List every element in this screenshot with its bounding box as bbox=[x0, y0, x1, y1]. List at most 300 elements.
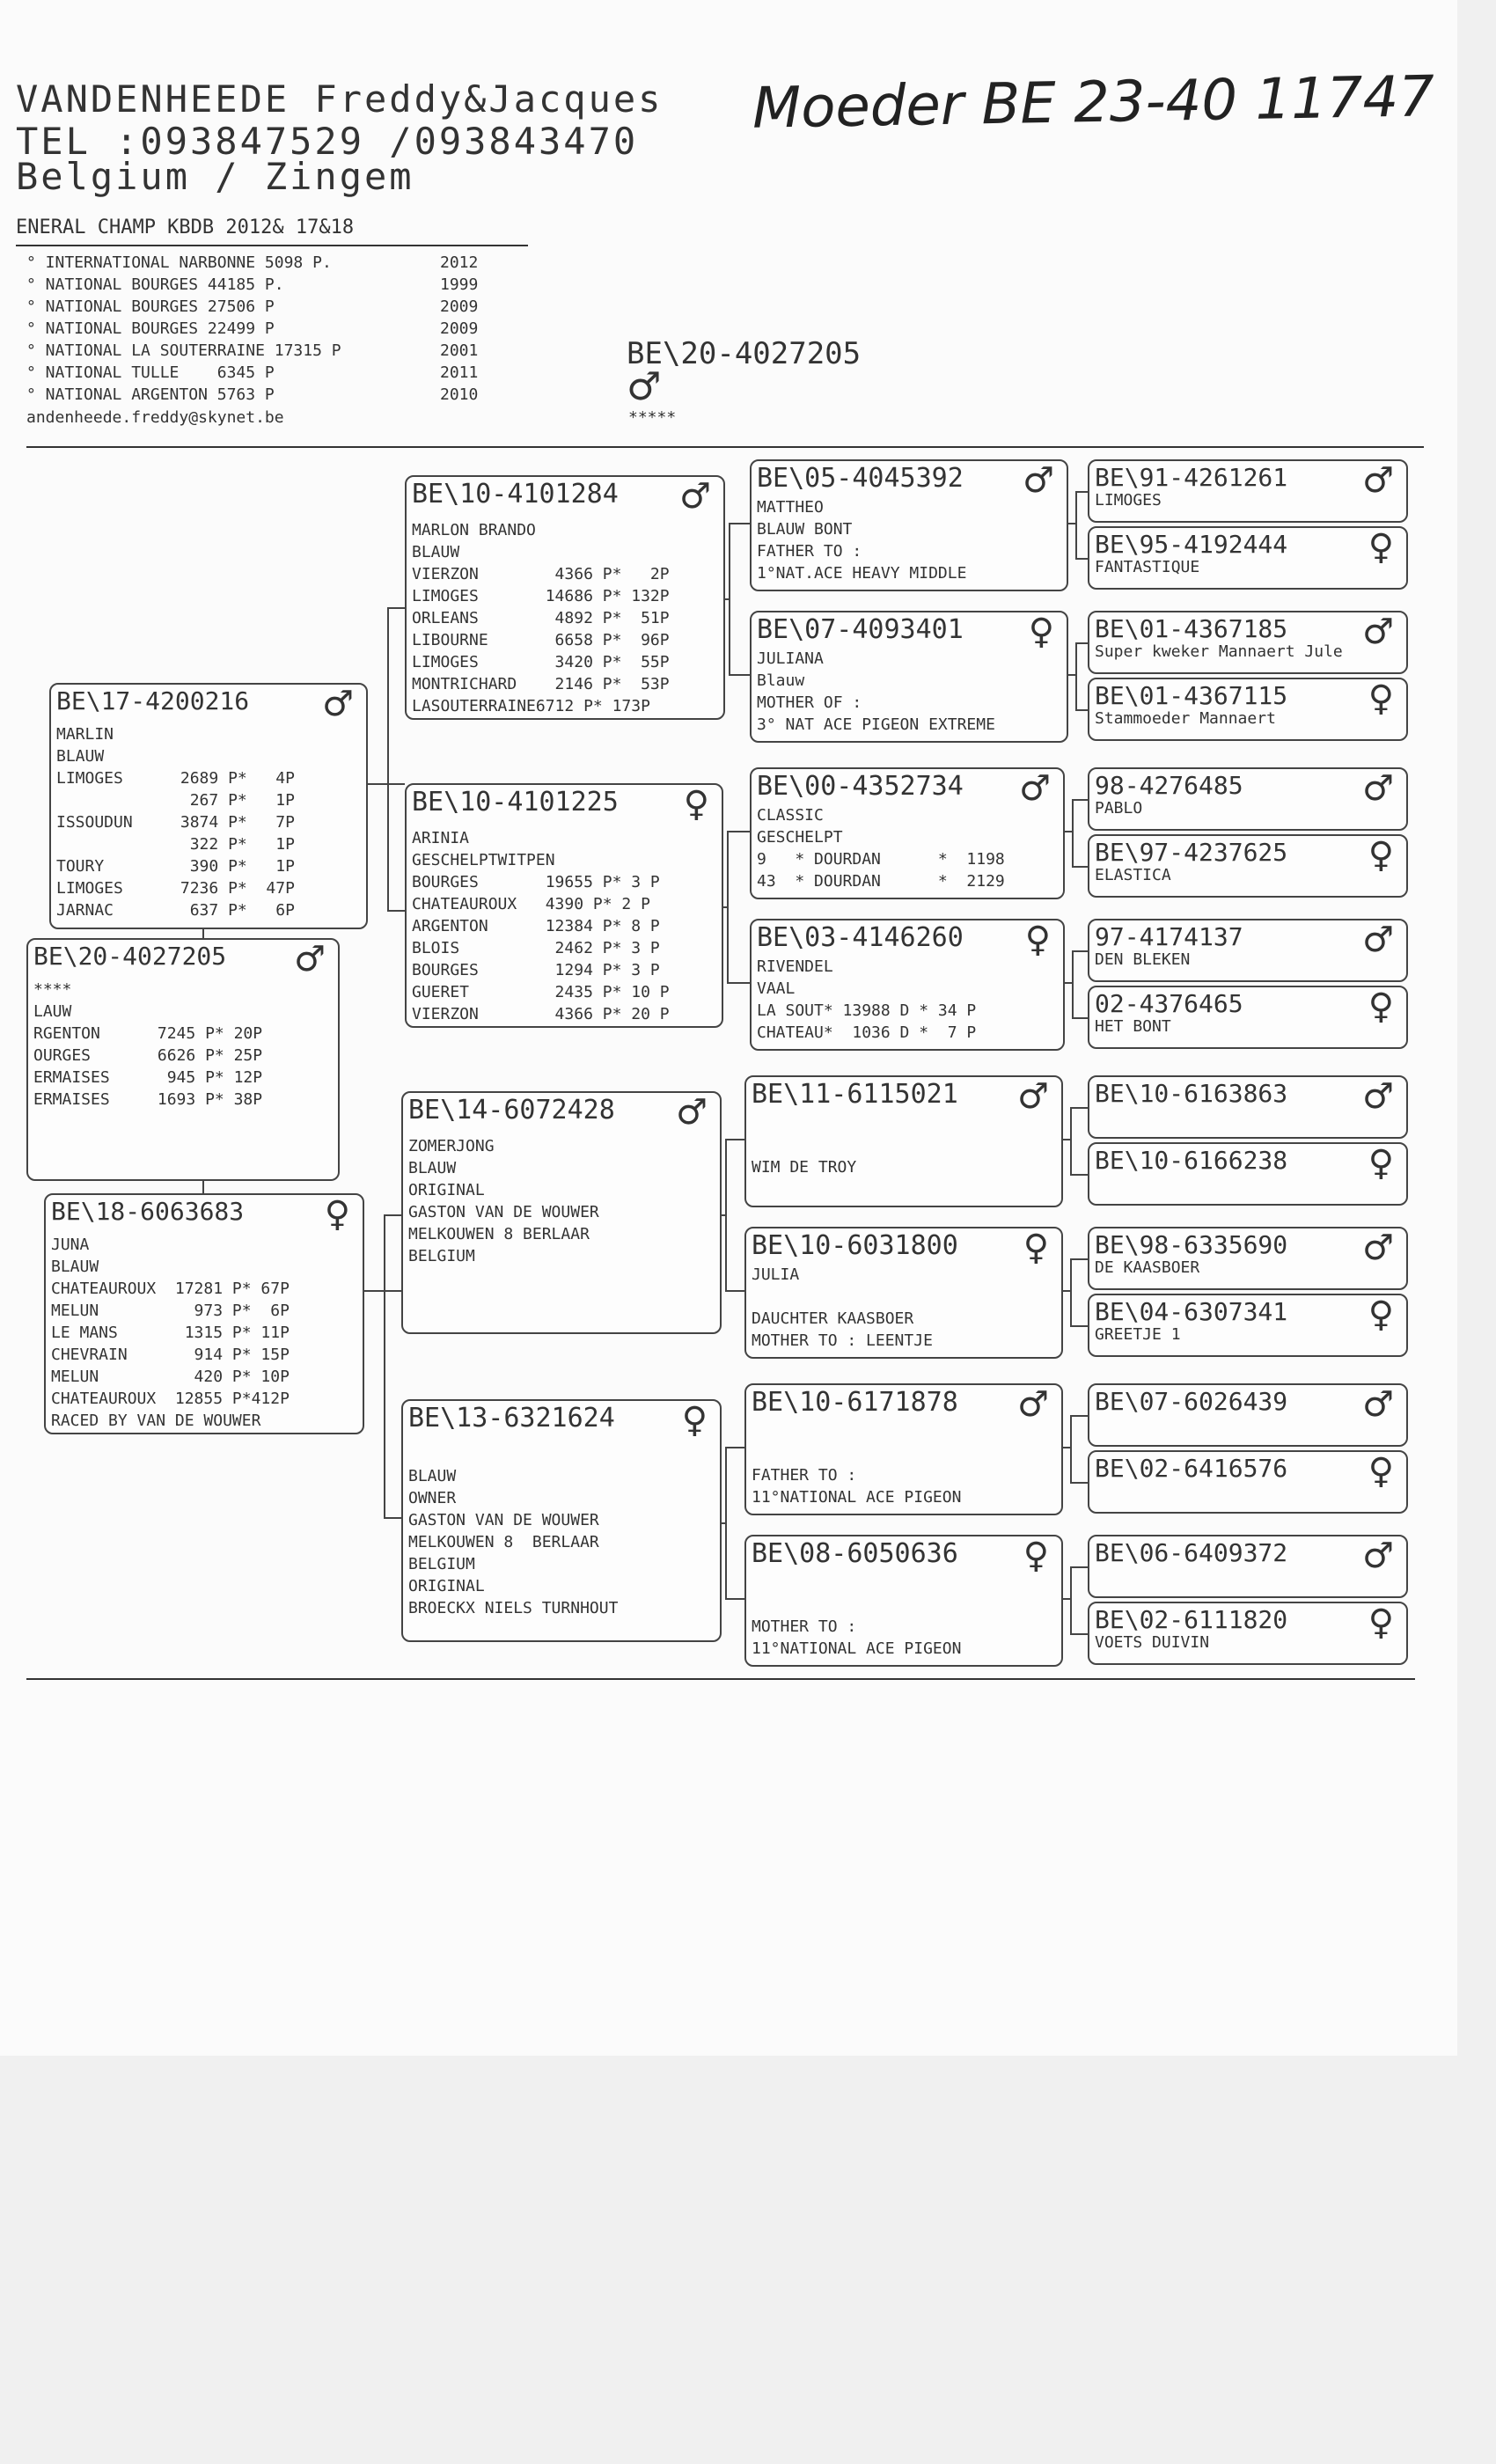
info-line: MOTHER TO : bbox=[752, 1617, 857, 1636]
ring-number: 97-4174137 bbox=[1095, 922, 1243, 951]
info-lines bbox=[1095, 1105, 1401, 1127]
info-line: JULIANA bbox=[757, 649, 824, 668]
info-line: **** bbox=[33, 980, 72, 999]
connector-line bbox=[1075, 642, 1088, 644]
connector-line bbox=[729, 674, 750, 676]
pigeon-card-g3-7 bbox=[744, 1535, 1063, 1667]
ring-number: BE\01-4367185 bbox=[1095, 614, 1288, 643]
connector-line bbox=[1070, 1325, 1088, 1327]
male-symbol-icon: ♂ bbox=[1023, 460, 1054, 501]
pigeon-name bbox=[1095, 1172, 1401, 1194]
male-symbol-icon: ♂ bbox=[1362, 460, 1394, 501]
pigeon-name: VOETS DUIVIN bbox=[1095, 1633, 1210, 1652]
female-symbol-icon: ♀ bbox=[1368, 678, 1394, 719]
female-symbol-icon: ♀ bbox=[1023, 1536, 1049, 1576]
connector-line bbox=[1072, 866, 1088, 868]
info-lines bbox=[757, 648, 1061, 736]
info-line: CLASSIC bbox=[757, 806, 824, 825]
pigeon-card-g4-10 bbox=[1088, 1227, 1408, 1290]
top-divider bbox=[26, 446, 1424, 448]
info-lines bbox=[752, 1264, 1056, 1352]
connector-line bbox=[384, 1214, 385, 1519]
info-line: WIM DE TROY bbox=[752, 1158, 857, 1177]
info-line: MELKOUWEN 8 BERLAAR bbox=[408, 1225, 590, 1243]
connector-line bbox=[384, 1214, 401, 1216]
info-line: ARGENTON 12384 P* 8 P bbox=[412, 917, 660, 935]
pigeon-card-g3-0 bbox=[750, 459, 1068, 591]
info-line: CHATEAUROUX 17281 P* 67P bbox=[51, 1280, 290, 1298]
female-symbol-icon: ♀ bbox=[683, 784, 709, 825]
breeder-phone: TEL :093847529 /093843470 bbox=[16, 120, 639, 163]
info-line: LIMOGES 7236 P* 47P bbox=[56, 879, 295, 898]
info-lines bbox=[752, 1572, 1056, 1660]
ring-number: BE\11-6115021 bbox=[752, 1079, 958, 1110]
ring-number: BE\91-4261261 bbox=[1095, 463, 1288, 492]
pigeon-name bbox=[1095, 1105, 1401, 1127]
info-line: CHATEAUROUX 4390 P* 2 P bbox=[412, 895, 650, 913]
ring-number: BE\10-4101284 bbox=[412, 479, 619, 510]
info-lines bbox=[408, 1135, 715, 1267]
male-symbol-icon: ♂ bbox=[1019, 768, 1051, 809]
info-line: LAUW bbox=[33, 1002, 72, 1021]
pigeon-card-g4-2 bbox=[1088, 611, 1408, 674]
ring-number: BE\98-6335690 bbox=[1095, 1230, 1288, 1259]
connector-line bbox=[1070, 1482, 1088, 1484]
info-lines bbox=[1095, 797, 1401, 819]
connector-line bbox=[725, 1290, 744, 1292]
pigeon-card-g4-4 bbox=[1088, 767, 1408, 831]
info-lines bbox=[412, 519, 718, 717]
info-line: 11°NATIONAL ACE PIGEON bbox=[752, 1639, 962, 1658]
male-symbol-icon: ♂ bbox=[322, 684, 354, 724]
connector-line bbox=[725, 1447, 744, 1448]
connector-line bbox=[387, 607, 405, 609]
info-line: BLAUW bbox=[408, 1467, 457, 1485]
info-lines bbox=[1095, 1324, 1401, 1346]
pigeon-card-g4-8 bbox=[1088, 1075, 1408, 1139]
pigeon-card-sire bbox=[49, 683, 368, 929]
info-line: 11°NATIONAL ACE PIGEON bbox=[752, 1488, 962, 1507]
connector-line bbox=[368, 783, 405, 785]
info-line: BELGIUM bbox=[408, 1555, 475, 1573]
pigeon-card-sd bbox=[405, 783, 723, 1028]
info-lines bbox=[757, 804, 1058, 892]
connector-line bbox=[1075, 642, 1077, 709]
pigeon-card-g4-3 bbox=[1088, 678, 1408, 741]
pigeon-card-dam bbox=[44, 1193, 364, 1434]
pigeon-card-g4-11 bbox=[1088, 1294, 1408, 1357]
connector-line bbox=[727, 831, 750, 832]
pigeon-name: PABLO bbox=[1095, 799, 1143, 818]
info-lines bbox=[1095, 641, 1401, 663]
info-line: 322 P* 1P bbox=[56, 835, 295, 854]
pigeon-name: HET BONT bbox=[1095, 1017, 1171, 1036]
result-year: 2012 bbox=[440, 253, 479, 272]
info-line: TOURY 390 P* 1P bbox=[56, 857, 295, 876]
connector-line bbox=[725, 1139, 727, 1290]
pigeon-name bbox=[1095, 1413, 1401, 1435]
ring-number: BE\08-6050636 bbox=[752, 1538, 958, 1569]
male-symbol-icon: ♂ bbox=[627, 364, 662, 409]
info-line bbox=[752, 1286, 1056, 1308]
male-symbol-icon: ♂ bbox=[676, 1092, 708, 1133]
connector-line bbox=[202, 929, 204, 938]
header-underline bbox=[16, 245, 528, 246]
result-line: ° INTERNATIONAL NARBONNE 5098 P. bbox=[26, 253, 332, 272]
info-line: JULIA bbox=[752, 1265, 800, 1284]
info-lines bbox=[51, 1234, 357, 1432]
info-line: RACED BY VAN DE WOUWER bbox=[51, 1412, 261, 1430]
connector-line bbox=[1063, 1447, 1070, 1448]
info-line: BROECKX NIELS TURNHOUT bbox=[408, 1599, 619, 1617]
pigeon-name: GREETJE 1 bbox=[1095, 1325, 1181, 1344]
subject-stars: ***** bbox=[628, 408, 677, 427]
info-line: JARNAC 637 P* 6P bbox=[56, 901, 295, 920]
info-line: Blauw bbox=[757, 671, 805, 690]
result-line: ° NATIONAL BOURGES 22499 P bbox=[26, 319, 275, 338]
info-line: GASTON VAN DE WOUWER bbox=[408, 1511, 599, 1529]
ring-number: 02-4376465 bbox=[1095, 989, 1243, 1018]
pigeon-card-g3-4 bbox=[744, 1075, 1063, 1207]
info-line: MATTHEO bbox=[757, 498, 824, 517]
info-line: VIERZON 4366 P* 2P bbox=[412, 565, 670, 583]
info-line: FATHER TO : bbox=[752, 1466, 857, 1485]
info-line: BOURGES 19655 P* 3 P bbox=[412, 873, 660, 891]
info-line: LE MANS 1315 P* 11P bbox=[51, 1324, 290, 1342]
breeder-name: VANDENHEEDE Freddy&Jacques bbox=[16, 77, 664, 121]
info-line: MELKOUWEN 8 BERLAAR bbox=[408, 1533, 599, 1551]
result-year: 2009 bbox=[440, 297, 479, 316]
info-line: GESCHELPT bbox=[757, 828, 843, 847]
female-symbol-icon: ♀ bbox=[1368, 527, 1394, 568]
pigeon-name: Stammoeder Mannaert bbox=[1095, 709, 1276, 728]
info-line: BLAUW bbox=[51, 1258, 99, 1276]
pigeon-name: Super kweker Mannaert Jule bbox=[1095, 642, 1343, 661]
male-symbol-icon: ♂ bbox=[1362, 1076, 1394, 1117]
connector-line bbox=[1070, 1174, 1088, 1176]
info-line: CHATEAUROUX 12855 P*412P bbox=[51, 1390, 290, 1408]
pigeon-card-g4-1 bbox=[1088, 526, 1408, 590]
info-line bbox=[408, 1443, 715, 1465]
pigeon-card-g3-5 bbox=[744, 1227, 1063, 1359]
info-line: BOURGES 1294 P* 3 P bbox=[412, 961, 660, 979]
info-lines bbox=[1095, 556, 1401, 578]
ring-number: BE\05-4045392 bbox=[757, 463, 964, 494]
info-line: GESCHELPTWITPEN bbox=[412, 851, 555, 869]
ring-number: BE\14-6072428 bbox=[408, 1095, 615, 1126]
connector-line bbox=[1070, 1107, 1072, 1174]
female-symbol-icon: ♀ bbox=[1368, 1451, 1394, 1492]
info-lines bbox=[1095, 949, 1401, 971]
ring-number: BE\18-6063683 bbox=[51, 1197, 245, 1226]
connector-line bbox=[1075, 491, 1088, 493]
info-line: JUNA bbox=[51, 1236, 90, 1254]
pigeon-name bbox=[1095, 1565, 1401, 1587]
ring-number: BE\04-6307341 bbox=[1095, 1297, 1288, 1326]
info-lines bbox=[1095, 1016, 1401, 1038]
connector-line bbox=[1070, 1566, 1072, 1633]
connector-line bbox=[1068, 674, 1075, 676]
pigeon-card-g4-6 bbox=[1088, 919, 1408, 982]
pigeon-name: DE KAASBOER bbox=[1095, 1258, 1200, 1277]
info-line: ARINIA bbox=[412, 829, 470, 847]
pigeon-card-g4-0 bbox=[1088, 459, 1408, 523]
pigeon-card-ss bbox=[405, 475, 725, 720]
male-symbol-icon: ♂ bbox=[1362, 1384, 1394, 1425]
info-line: RIVENDEL bbox=[757, 957, 833, 976]
connector-line bbox=[727, 982, 750, 984]
female-symbol-icon: ♀ bbox=[1028, 612, 1054, 652]
pigeon-card-g4-5 bbox=[1088, 834, 1408, 898]
ring-number: BE\17-4200216 bbox=[56, 686, 250, 715]
info-line: GASTON VAN DE WOUWER bbox=[408, 1203, 599, 1221]
info-line: MOTHER TO : LEENTJE bbox=[752, 1331, 933, 1350]
info-line bbox=[752, 1112, 1056, 1134]
info-line: BLAUW BONT bbox=[757, 520, 853, 539]
connector-line bbox=[1065, 831, 1072, 832]
info-line: 267 P* 1P bbox=[56, 791, 295, 810]
info-line: LIMOGES 2689 P* 4P bbox=[56, 769, 295, 788]
info-lines bbox=[752, 1112, 1056, 1200]
info-lines bbox=[757, 496, 1061, 584]
info-line: 43 * DOURDAN * 2129 bbox=[757, 872, 1005, 891]
info-line bbox=[752, 1178, 1056, 1200]
pigeon-card-g4-13 bbox=[1088, 1450, 1408, 1514]
breeder-email: andenheede.freddy@skynet.be bbox=[26, 408, 284, 427]
info-line: OWNER bbox=[408, 1489, 457, 1507]
male-symbol-icon: ♂ bbox=[1017, 1384, 1049, 1425]
info-lines bbox=[757, 956, 1058, 1044]
result-year: 2001 bbox=[440, 341, 479, 360]
info-line: ORLEANS 4892 P* 51P bbox=[412, 609, 670, 627]
bottom-divider bbox=[26, 1678, 1415, 1680]
connector-line bbox=[729, 523, 730, 674]
pigeon-card-g3-2 bbox=[750, 767, 1065, 899]
info-lines bbox=[1095, 1172, 1401, 1194]
connector-line bbox=[1075, 491, 1077, 558]
info-line: LIMOGES 14686 P* 132P bbox=[412, 587, 670, 605]
connector-line bbox=[725, 1447, 727, 1598]
info-lines bbox=[1095, 864, 1401, 886]
ring-number: BE\95-4192444 bbox=[1095, 530, 1288, 559]
pigeon-card-g4-14 bbox=[1088, 1535, 1408, 1598]
info-line: BLOIS 2462 P* 3 P bbox=[412, 939, 660, 957]
info-line: 1°NAT.ACE HEAVY MIDDLE bbox=[757, 564, 967, 583]
male-symbol-icon: ♂ bbox=[1362, 768, 1394, 809]
pigeon-card-g4-7 bbox=[1088, 986, 1408, 1049]
connector-line bbox=[387, 910, 405, 912]
info-line: CHATEAU* 1036 D * 7 P bbox=[757, 1023, 977, 1042]
info-lines bbox=[1095, 1480, 1401, 1502]
connector-line bbox=[729, 523, 750, 524]
pigeon-card-g4-12 bbox=[1088, 1383, 1408, 1447]
info-line: RGENTON 7245 P* 20P bbox=[33, 1024, 263, 1043]
pigeon-name: ELASTICA bbox=[1095, 866, 1171, 884]
female-symbol-icon: ♀ bbox=[1368, 1143, 1394, 1184]
result-line: ° NATIONAL TULLE 6345 P bbox=[26, 363, 275, 382]
male-symbol-icon: ♂ bbox=[1362, 612, 1394, 652]
result-line: ° NATIONAL BOURGES 27506 P bbox=[26, 297, 275, 316]
info-line bbox=[752, 1572, 1056, 1594]
ring-number: BE\07-6026439 bbox=[1095, 1387, 1288, 1416]
pigeon-name: DEN BLEKEN bbox=[1095, 950, 1191, 969]
connector-line bbox=[1075, 709, 1088, 711]
connector-line bbox=[384, 1517, 401, 1519]
pigeon-card-dd bbox=[401, 1399, 722, 1642]
female-symbol-icon: ♀ bbox=[681, 1400, 708, 1441]
result-year: 2009 bbox=[440, 319, 479, 338]
male-symbol-icon: ♂ bbox=[1017, 1076, 1049, 1117]
info-line: BELGIUM bbox=[408, 1247, 475, 1265]
info-line: ORIGINAL bbox=[408, 1181, 485, 1199]
female-symbol-icon: ♀ bbox=[1368, 835, 1394, 876]
info-line: MARLON BRANDO bbox=[412, 521, 536, 539]
ring-number: BE\10-6171878 bbox=[752, 1387, 958, 1418]
info-line: MELUN 973 P* 6P bbox=[51, 1302, 290, 1320]
info-lines bbox=[1095, 1632, 1401, 1654]
info-line: ZOMERJONG bbox=[408, 1137, 495, 1155]
ring-number: BE\10-6031800 bbox=[752, 1230, 958, 1261]
info-line: MOTHER OF : bbox=[757, 693, 862, 712]
info-line: LIMOGES 3420 P* 55P bbox=[412, 653, 670, 671]
result-line: ° NATIONAL LA SOUTERRAINE 17315 P bbox=[26, 341, 341, 360]
connector-line bbox=[1072, 1017, 1088, 1019]
info-lines bbox=[408, 1443, 715, 1619]
general-champ-line: ENERAL CHAMP KBDB 2012& 17&18 bbox=[16, 216, 355, 238]
pigeon-name: FANTASTIQUE bbox=[1095, 558, 1200, 576]
breeder-location: Belgium / Zingem bbox=[16, 155, 414, 198]
info-line: GUERET 2435 P* 10 P bbox=[412, 983, 670, 1001]
pigeon-card-ds bbox=[401, 1091, 722, 1334]
ring-number: BE\03-4146260 bbox=[757, 922, 964, 953]
result-year: 2010 bbox=[440, 385, 479, 404]
info-line: DAUCHTER KAASBOER bbox=[752, 1309, 914, 1328]
connector-line bbox=[725, 1139, 744, 1140]
connector-line bbox=[1063, 1598, 1070, 1600]
info-lines bbox=[1095, 1257, 1401, 1279]
connector-line bbox=[387, 607, 389, 912]
connector-line bbox=[1068, 523, 1075, 524]
info-lines bbox=[752, 1420, 1056, 1508]
connector-line bbox=[1075, 558, 1088, 560]
ring-number: 98-4276485 bbox=[1095, 771, 1243, 800]
male-symbol-icon: ♂ bbox=[1362, 920, 1394, 960]
ring-number: BE\06-6409372 bbox=[1095, 1538, 1288, 1567]
info-line: LA SOUT* 13988 D * 34 P bbox=[757, 1001, 977, 1020]
male-symbol-icon: ♂ bbox=[294, 939, 326, 979]
connector-line bbox=[202, 1181, 204, 1193]
ring-number: BE\00-4352734 bbox=[757, 771, 964, 802]
connector-line bbox=[1070, 1415, 1072, 1482]
info-line bbox=[752, 1134, 1056, 1156]
info-line: LASOUTERRAINE6712 P* 173P bbox=[412, 697, 650, 715]
female-symbol-icon: ♀ bbox=[1368, 1602, 1394, 1643]
info-line: BLAUW bbox=[408, 1159, 457, 1177]
ring-number: BE\10-4101225 bbox=[412, 787, 619, 818]
connector-line bbox=[1072, 950, 1088, 952]
connector-line bbox=[1070, 1258, 1072, 1325]
info-line: MARLIN bbox=[56, 725, 114, 744]
pigeon-card-g4-15 bbox=[1088, 1602, 1408, 1665]
info-lines bbox=[1095, 489, 1401, 511]
info-line: ISSOUDUN 3874 P* 7P bbox=[56, 813, 295, 832]
connector-line bbox=[1070, 1566, 1088, 1568]
info-line: VIERZON 4366 P* 20 P bbox=[412, 1005, 670, 1023]
info-lines bbox=[33, 979, 333, 1111]
result-year: 1999 bbox=[440, 275, 479, 294]
info-line: FATHER TO : bbox=[757, 542, 862, 561]
info-line: ERMAISES 1693 P* 38P bbox=[33, 1090, 263, 1109]
pigeon-card-g3-6 bbox=[744, 1383, 1063, 1515]
male-symbol-icon: ♂ bbox=[679, 476, 711, 517]
info-lines bbox=[56, 723, 361, 921]
result-line: ° NATIONAL ARGENTON 5763 P bbox=[26, 385, 275, 404]
ring-number: BE\01-4367115 bbox=[1095, 681, 1288, 710]
connector-line bbox=[1070, 1415, 1088, 1417]
info-line: BLAUW bbox=[56, 747, 105, 766]
pigeon-card-g4-9 bbox=[1088, 1142, 1408, 1206]
subject-ring: BE\20-4027205 bbox=[627, 336, 862, 371]
handwritten-note: Moeder BE 23-40 11747 bbox=[752, 64, 1435, 142]
info-line: BLAUW bbox=[412, 543, 460, 561]
info-line: 9 * DOURDAN * 1198 bbox=[757, 850, 1005, 869]
male-symbol-icon: ♂ bbox=[1362, 1228, 1394, 1268]
result-year: 2011 bbox=[440, 363, 479, 382]
ring-number: BE\97-4237625 bbox=[1095, 838, 1288, 867]
ring-number: BE\10-6163863 bbox=[1095, 1079, 1288, 1108]
pigeon-name bbox=[1095, 1480, 1401, 1502]
info-line: MELUN 420 P* 10P bbox=[51, 1368, 290, 1386]
info-lines bbox=[412, 827, 716, 1025]
connector-line bbox=[725, 1598, 744, 1600]
info-line: LIBOURNE 6658 P* 96P bbox=[412, 631, 670, 649]
connector-line bbox=[1072, 799, 1088, 801]
male-symbol-icon: ♂ bbox=[1362, 1536, 1394, 1576]
info-line bbox=[752, 1594, 1056, 1616]
ring-number: BE\02-6111820 bbox=[1095, 1605, 1288, 1634]
connector-line bbox=[1070, 1107, 1088, 1109]
info-lines bbox=[1095, 1565, 1401, 1587]
ring-number: BE\20-4027205 bbox=[33, 942, 227, 971]
ring-number: BE\02-6416576 bbox=[1095, 1454, 1288, 1483]
connector-line bbox=[1070, 1258, 1088, 1260]
female-symbol-icon: ♀ bbox=[1024, 920, 1051, 960]
pigeon-card-g3-3 bbox=[750, 919, 1065, 1051]
info-line: VAAL bbox=[757, 979, 796, 998]
female-symbol-icon: ♀ bbox=[1023, 1228, 1049, 1268]
female-symbol-icon: ♀ bbox=[1368, 986, 1394, 1027]
connector-line bbox=[1065, 982, 1072, 984]
connector-line bbox=[1072, 950, 1074, 1017]
connector-line bbox=[1072, 799, 1074, 866]
connector-line bbox=[364, 1290, 401, 1292]
pigeon-card-subject bbox=[26, 938, 340, 1181]
pigeon-name: LIMOGES bbox=[1095, 491, 1162, 510]
info-line: ERMAISES 945 P* 12P bbox=[33, 1068, 263, 1087]
connector-line bbox=[1063, 1290, 1070, 1292]
connector-line bbox=[1063, 1139, 1070, 1140]
ring-number: BE\10-6166238 bbox=[1095, 1146, 1288, 1175]
connector-line bbox=[727, 831, 729, 982]
info-line: ORIGINAL bbox=[408, 1577, 485, 1595]
info-line: 3° NAT ACE PIGEON EXTREME bbox=[757, 715, 995, 734]
result-line: ° NATIONAL BOURGES 44185 P. bbox=[26, 275, 284, 294]
info-line: CHEVRAIN 914 P* 15P bbox=[51, 1346, 290, 1364]
ring-number: BE\07-4093401 bbox=[757, 614, 964, 645]
info-line bbox=[752, 1420, 1056, 1442]
connector-line bbox=[1070, 1633, 1088, 1635]
female-symbol-icon: ♀ bbox=[1368, 1294, 1394, 1335]
